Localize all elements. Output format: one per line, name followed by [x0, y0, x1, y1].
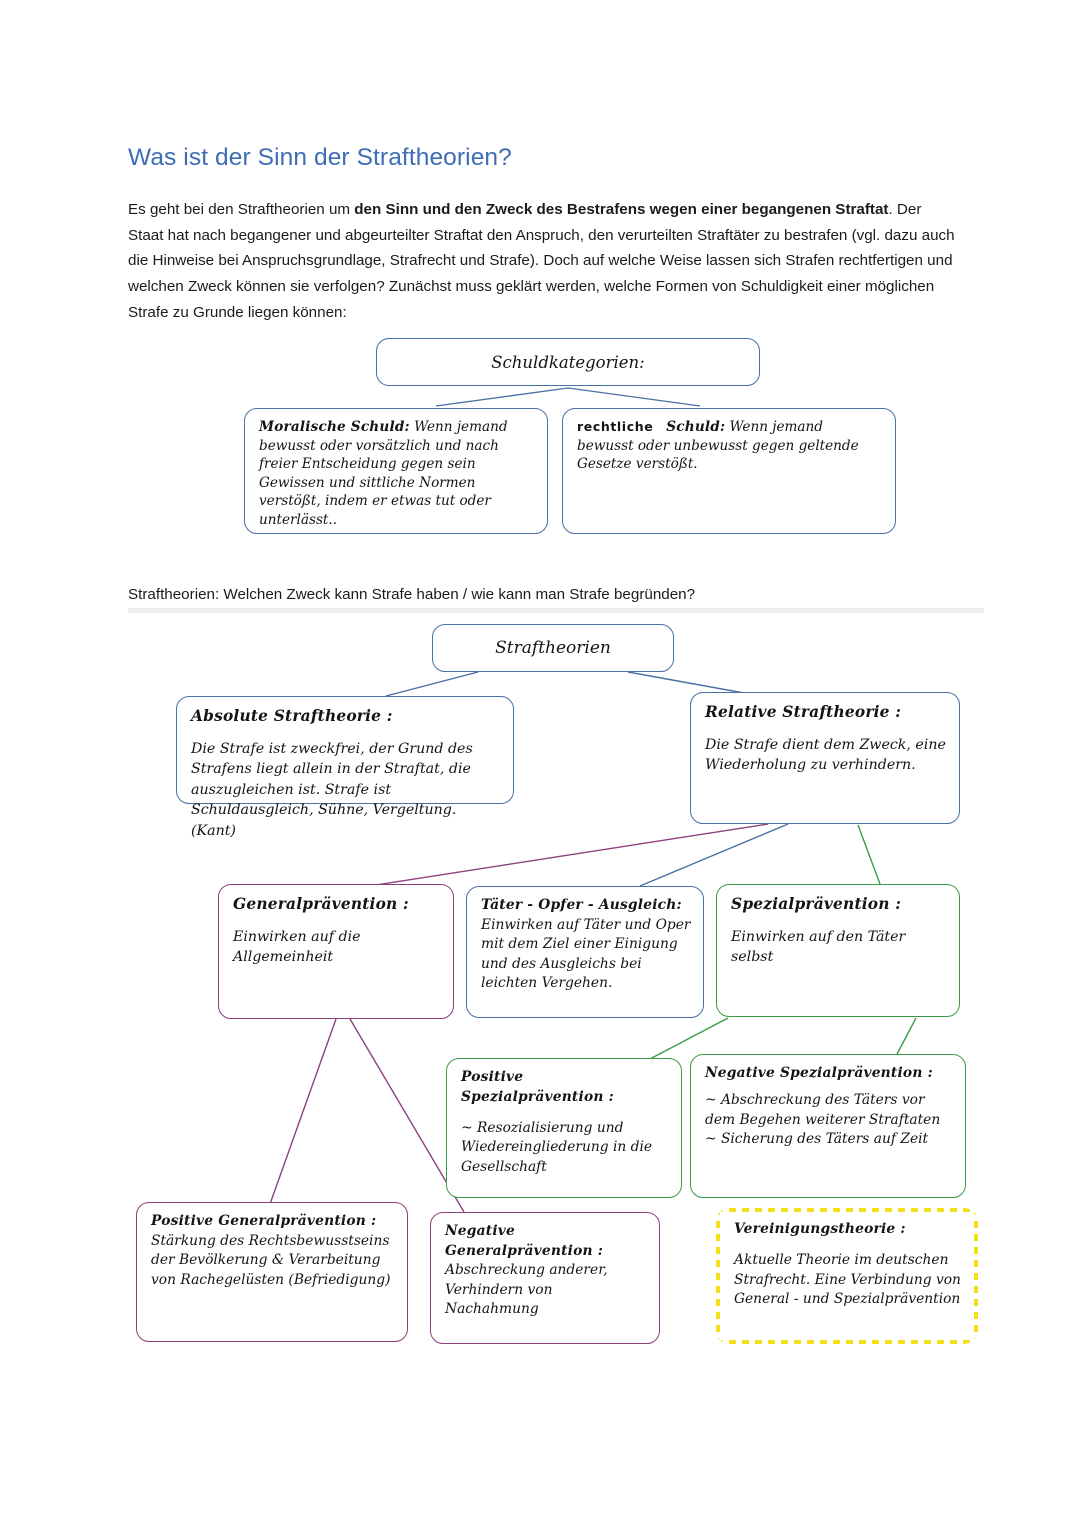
node-generalpraevention-body: Einwirken auf die Allgemeinheit [233, 928, 361, 966]
node-rechtliche-schuld-heading: Schuld: [666, 419, 726, 435]
node-moralische-schuld [244, 408, 548, 534]
node-negative-spezialpraevention [690, 1054, 966, 1198]
diagram-caption: Straftheorien: Welchen Zweck kann Strafe haben / wie kann man Strafe begründen? [128, 586, 696, 604]
node-rechtliche-schuld-body: Wenn jemand bewusst oder unbewusst gegen geltende Gesetze verstößt. [577, 419, 859, 473]
node-straftheorien-root-label: Straftheorien [495, 638, 611, 658]
node-absolute-straftheorie-heading: Absolute Straftheorie : [191, 707, 393, 725]
node-schuldkategorien-label: Schuldkategorien: [491, 352, 645, 372]
node-taeter-opfer-ausgleich [466, 886, 704, 1018]
node-schuldkategorien [376, 338, 760, 386]
node-negative-generalpraevention-body: Abschreckung anderer, Verhindern von Nachahmung [445, 1262, 608, 1317]
straftheorien-diagram [128, 608, 984, 1350]
node-relative-straftheorie-body: Die Strafe dient dem Zweck, eine Wiederholung zu verhindern. [705, 736, 946, 774]
node-absolute-straftheorie-body: Die Strafe ist zweckfrei, der Grund des Strafens liegt allein in der Straftat, die auszugleichen ist. Strafe ist Schuldausgleich, Sühne, Vergeltung. (Kant) [191, 740, 473, 839]
link-root-to-rechtliche [568, 388, 700, 406]
node-moralische-schuld-heading: Moralische Schuld: [259, 419, 410, 435]
node-spezialpraevention-body: Einwirken auf den Täter selbst [731, 928, 906, 966]
link-root-to-moralische [436, 388, 568, 406]
node-spezialpraevention [716, 884, 960, 1017]
node-rechtliche-schuld [562, 408, 896, 534]
link-root-to-absolute [386, 672, 478, 696]
link-spezial-to-negative-spezial [896, 1018, 916, 1056]
node-vereinigungstheorie [716, 1208, 978, 1344]
intro-paragraph: Es geht bei den Straftheorien um den Sinn und den Zweck des Bestrafens wegen einer begangenen Straftat. Der Staat hat nach begangener und abgeurteilter Straftat den Anspruch, den verurteilten Straftäter zu bestrafen (vgl. dazu auch die Hinweise bei Anspruchsgrundlage, Strafrecht und Strafe). Doch auf welche Weise lassen sich Strafen rechtfertigen und welchen Zweck können sie verfolgen? Zunächst muss geklärt werden, welche Formen von Schuldigkeit einer möglichen Strafe zu Grunde liegen können: [128, 201, 955, 321]
link-relative-to-spezialpraevention [858, 825, 880, 884]
page-title: Was ist der Sinn der Straftheorien? [128, 144, 512, 172]
node-vereinigungstheorie-body: Aktuelle Theorie im deutschen Strafrecht. Eine Verbindung von General - und Spezialprävention [734, 1252, 961, 1308]
node-positive-generalpraevention [136, 1202, 408, 1342]
node-positive-generalpraevention-body: Stärkung des Rechtsbewusstseins der Bevölkerung & Verarbeitung von Rachegelüsten (Befriedigung) [151, 1232, 391, 1288]
node-generalpraevention [218, 884, 454, 1019]
node-negative-generalpraevention-heading: Negative Generalprävention : [445, 1223, 604, 1259]
node-spezialpraevention-heading: Spezialprävention : [731, 895, 902, 913]
schuldkategorien-diagram [240, 330, 900, 542]
node-taeter-opfer-ausgleich-heading: Täter - Opfer - Ausgleich: [481, 897, 682, 913]
node-positive-generalpraevention-heading: Positive Generalprävention : [151, 1213, 377, 1229]
node-negative-spezialpraevention-heading: Negative Spezialprävention : [705, 1065, 933, 1081]
node-positive-spezialpraevention-heading: Positive Spezialprävention : [461, 1069, 614, 1105]
node-vereinigungstheorie-heading: Vereinigungstheorie : [734, 1221, 906, 1237]
link-relative-to-taeter-opfer [640, 824, 788, 886]
node-negative-spezialpraevention-body: ~ Abschreckung des Täters vor dem Begehen weiterer Straftaten ~ Sicherung des Täters auf Zeit [705, 1092, 941, 1148]
node-negative-generalpraevention [430, 1212, 660, 1344]
node-generalpraevention-heading: Generalprävention : [233, 895, 409, 913]
link-root-to-relative [628, 672, 744, 693]
link-general-to-positive-general [270, 1019, 336, 1204]
node-rechtliche-schuld-prefix: rechtliche [577, 419, 654, 434]
node-positive-spezialpraevention-body: ~ Resozialisierung und Wiedereingliederung in die Gesellschaft [461, 1119, 653, 1175]
node-moralische-schuld-body: Wenn jemand bewusst oder vorsätzlich und nach freier Entscheidung gegen sein Gewissen und sittliche Normen verstößt, indem er etwas tut oder unterlässt.. [259, 419, 508, 528]
node-absolute-straftheorie [176, 696, 514, 839]
node-relative-straftheorie [690, 692, 960, 824]
node-positive-spezialpraevention [446, 1058, 682, 1198]
node-straftheorien-root [432, 624, 674, 672]
diagram-top-rule [128, 608, 984, 613]
node-taeter-opfer-ausgleich-body: Einwirken auf Täter und Oper mit dem Ziel einer Einigung und des Ausgleichs bei leichten Vergehen. [481, 916, 691, 991]
node-relative-straftheorie-heading: Relative Straftheorie : [705, 703, 902, 721]
